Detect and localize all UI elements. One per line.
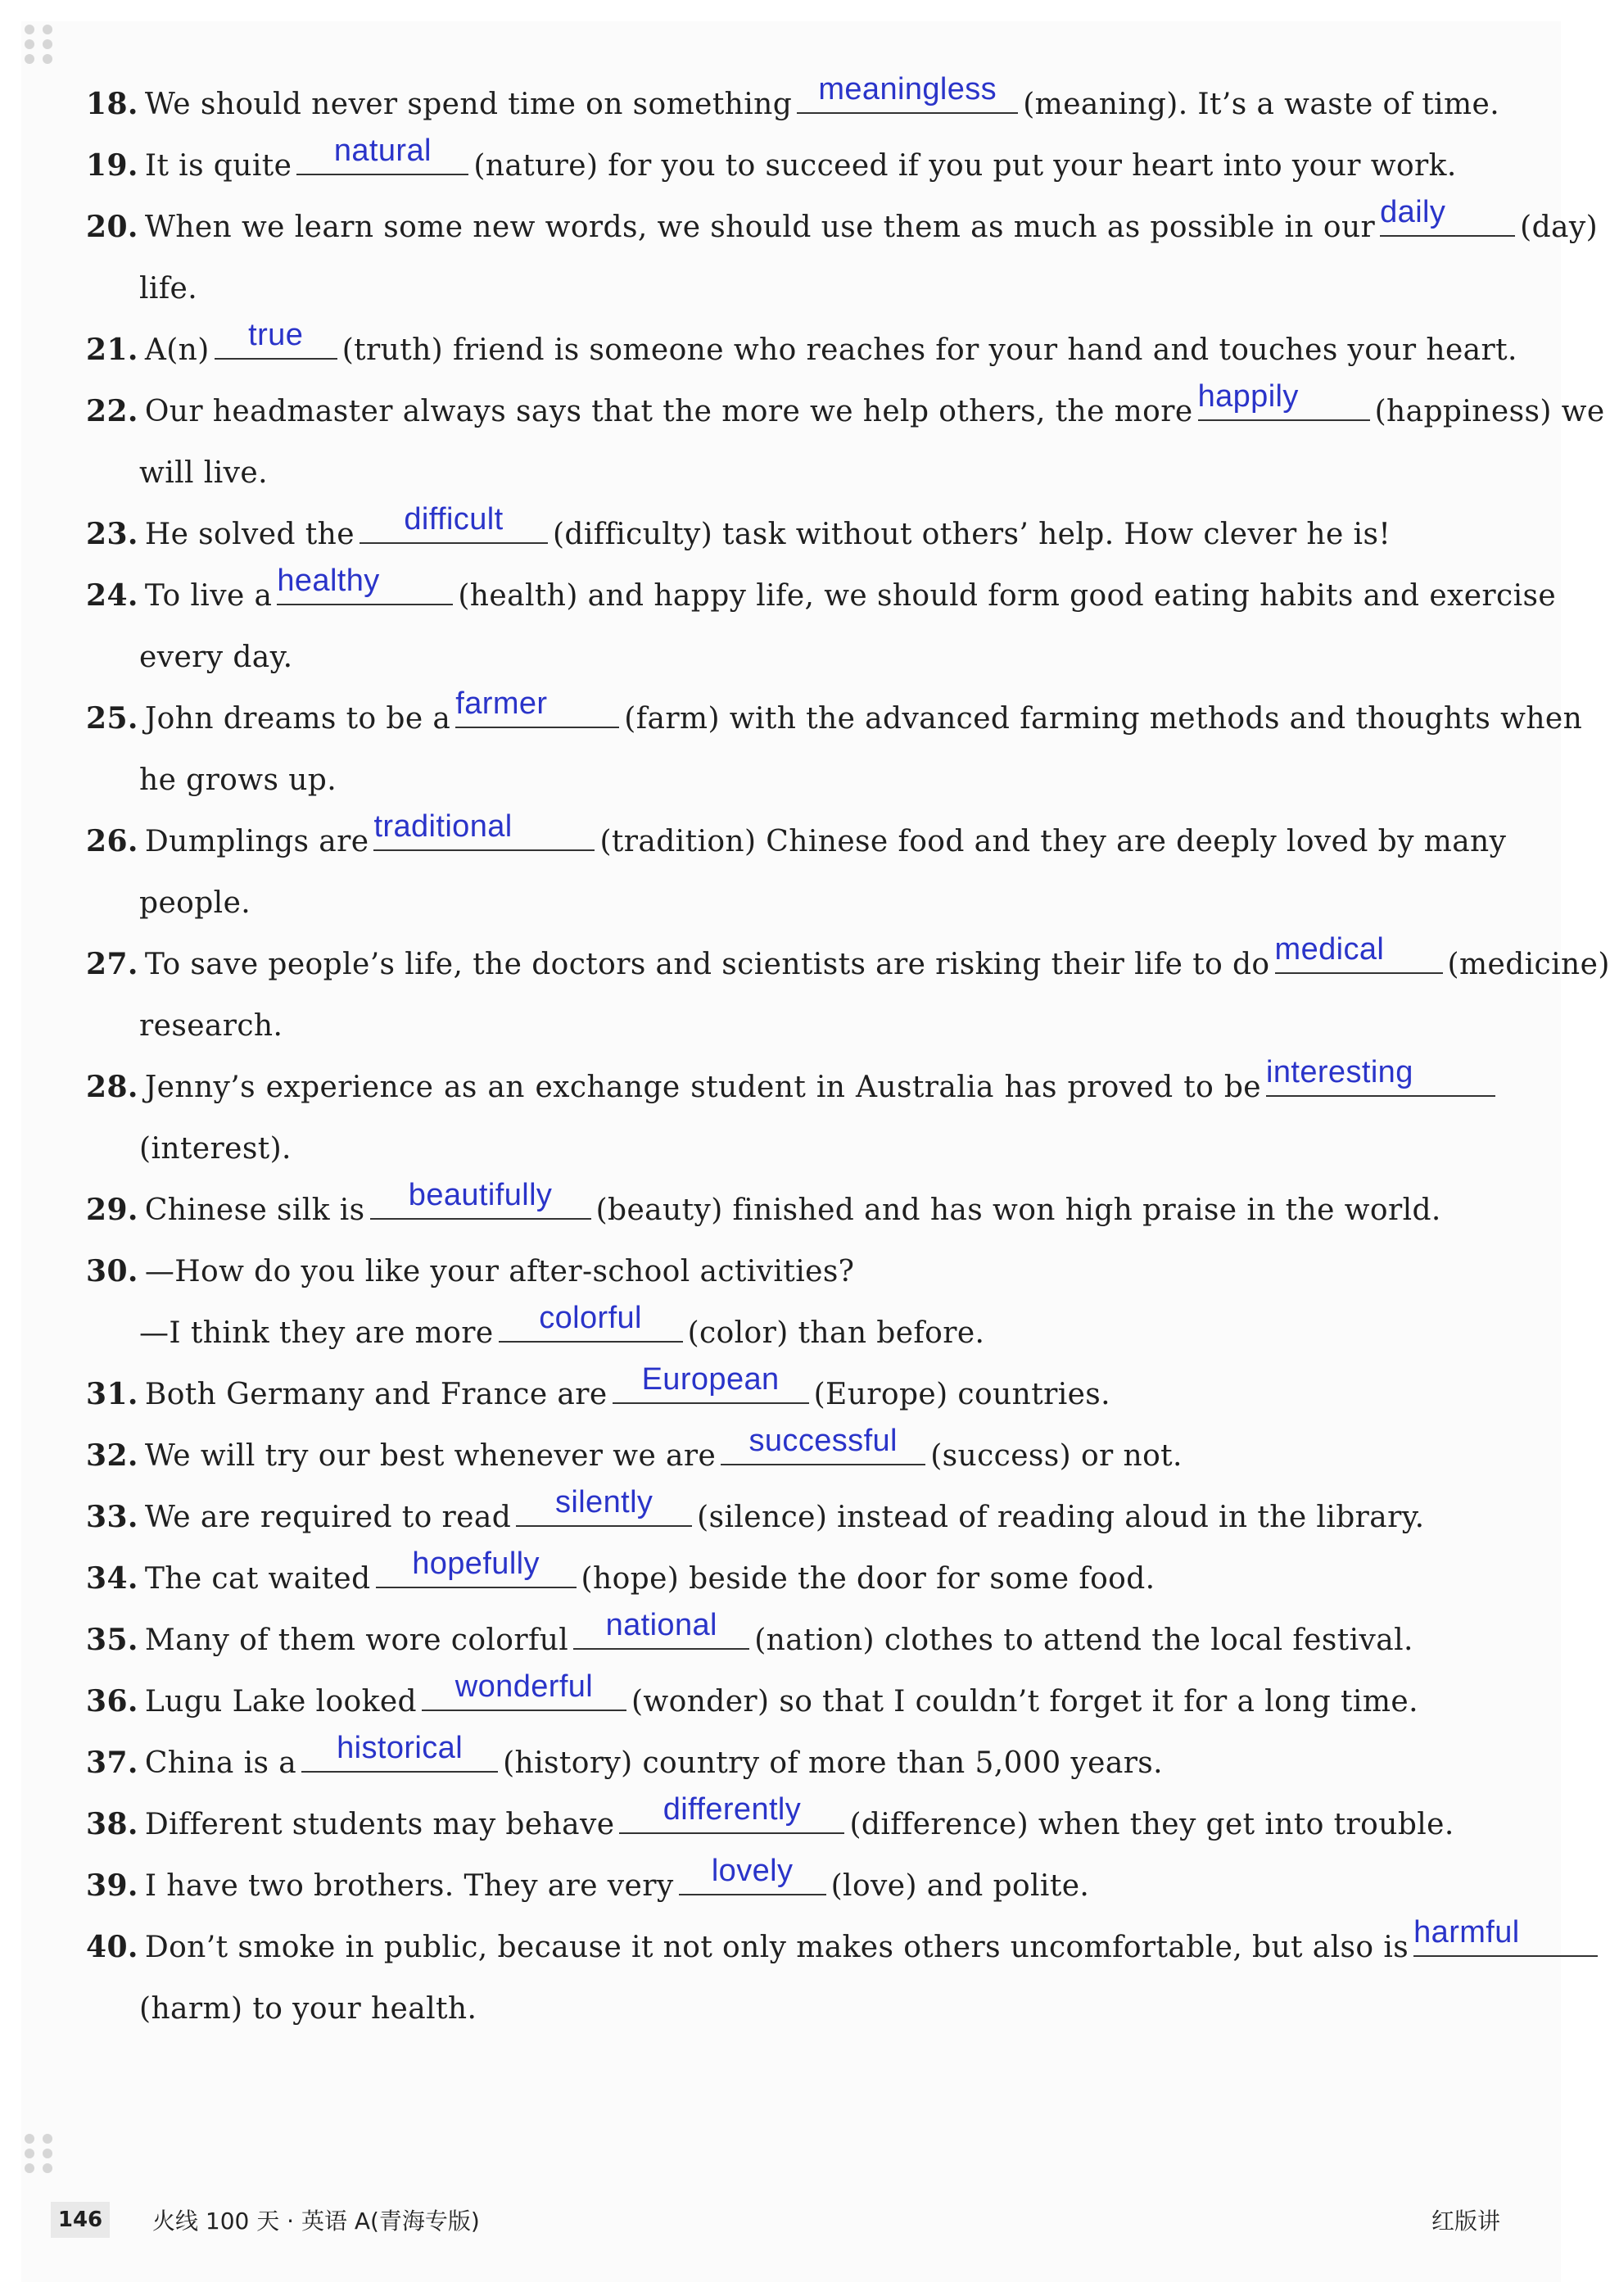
item-text-before: Different students may behave: [144, 1808, 615, 1841]
exercise-item: [86, 1794, 1500, 1855]
item-text-before: We should never spend time on something: [144, 88, 793, 121]
handwritten-answer: meaningless: [818, 72, 997, 106]
item-text-before: —How do you like your after-school activities?: [144, 1255, 855, 1288]
item-text-after: (meaning). It’s a waste of time.: [1023, 88, 1500, 121]
item-text-before: Both Germany and France are: [144, 1378, 608, 1411]
item-text-after: (color) than before.: [687, 1316, 985, 1350]
item-text-after: (difference) when they get into trouble.: [849, 1808, 1454, 1841]
item-number: 21.: [86, 333, 138, 367]
item-continuation: will live.: [139, 456, 268, 490]
answer-blank: [301, 1733, 498, 1773]
answer-blank: [360, 502, 548, 544]
item-text-after: (truth) friend is someone who reaches for your hand and touches your heart.: [341, 333, 1517, 367]
corner-dots-bottom: [25, 2134, 56, 2173]
item-number: 35.: [86, 1623, 138, 1657]
answer-blank: [277, 566, 453, 605]
exercise-item: [86, 809, 1507, 872]
item-continuation: (interest).: [139, 1132, 292, 1166]
item-text-before: A(n): [144, 333, 210, 367]
book-title: 火线 100 天 · 英语 A(青海专版): [152, 2208, 480, 2235]
answer-blank: [455, 686, 619, 728]
item-text-after: (success) or not.: [930, 1439, 1183, 1473]
handwritten-answer: traditional: [373, 809, 513, 844]
handwritten-answer: historical: [337, 1731, 464, 1765]
handwritten-answer: national: [605, 1608, 717, 1642]
item-text-after: (medicine): [1447, 948, 1610, 981]
handwritten-answer: harmful: [1413, 1915, 1520, 1950]
item-number: 37.: [86, 1746, 138, 1780]
answer-blank: [370, 1180, 591, 1220]
handwritten-answer: beautifully: [408, 1178, 553, 1212]
answer-blank: [613, 1362, 809, 1404]
item-continuation: people.: [139, 886, 251, 920]
page-number: 146: [51, 2202, 110, 2238]
answer-blank: [619, 1792, 844, 1834]
exercise-item: [86, 1671, 1500, 1732]
item-text-after: (wonder) so that I couldn’t forget it for a long time.: [631, 1685, 1418, 1719]
item-text-before: To live a: [144, 579, 273, 613]
exercise-item: [86, 686, 1583, 749]
answer-blank: [499, 1303, 683, 1343]
exercise-item: [86, 1364, 1500, 1425]
item-text-before: When we learn some new words, we should use them as much as possible in our: [144, 211, 1376, 244]
handwritten-answer: farmer: [455, 686, 548, 721]
item-continuation: he grows up.: [139, 763, 337, 797]
item-text-before: It is quite: [144, 149, 292, 183]
answer-blank: [679, 1856, 826, 1895]
item-text-before: To save people’s life, the doctors and scientists are risking their life to do: [144, 948, 1270, 981]
exercise-item: [86, 1057, 1500, 1118]
item-number: 22.: [86, 394, 138, 428]
exercise-item: [86, 1425, 1500, 1487]
handwritten-answer: happily: [1197, 379, 1299, 414]
item-number: 26.: [86, 824, 138, 858]
item-number: 34.: [86, 1561, 138, 1596]
item-number: 38.: [86, 1807, 138, 1841]
exercise-item: [86, 564, 1557, 627]
answer-blank: [1266, 1057, 1495, 1097]
item-text-after: (love) and polite.: [830, 1869, 1090, 1903]
handwritten-answer: colorful: [539, 1301, 642, 1335]
item-text-after: (silence) instead of reading aloud in the library.: [697, 1501, 1425, 1534]
answer-blank: [797, 72, 1018, 114]
item-text-before: Many of them wore colorful: [144, 1624, 569, 1657]
answer-blank: [422, 1669, 626, 1711]
item-number: 19.: [86, 148, 138, 183]
handwritten-answer: successful: [748, 1424, 898, 1458]
handwritten-answer: differently: [663, 1792, 802, 1827]
item-number: 20.: [86, 210, 138, 244]
exercise-item: [86, 504, 1500, 565]
exercise-item: [86, 1180, 1500, 1241]
item-number: 31.: [86, 1377, 138, 1411]
item-number: 25.: [86, 701, 138, 736]
answer-blank: [376, 1549, 577, 1588]
item-text-after: (farm) with the advanced farming methods and thoughts when: [624, 702, 1583, 736]
item-continuation: life.: [139, 272, 198, 306]
handwritten-answer: silently: [554, 1485, 653, 1519]
item-continuation: (harm) to your health.: [139, 1992, 477, 2026]
handwritten-answer: daily: [1380, 195, 1446, 229]
answer-blank: [1197, 379, 1370, 421]
handwritten-answer: natural: [333, 134, 432, 168]
exercise-item: [86, 135, 1500, 197]
handwritten-answer: healthy: [277, 564, 380, 598]
handwritten-answer: hopefully: [412, 1547, 540, 1581]
item-text-before: The cat waited: [144, 1562, 371, 1596]
answer-blank: [373, 809, 595, 851]
exercise-item: [86, 74, 1500, 135]
answer-blank: [215, 320, 337, 360]
item-number: 39.: [86, 1868, 138, 1903]
handwritten-answer: wonderful: [455, 1669, 594, 1704]
exercise-item: [86, 1548, 1500, 1610]
item-number: 30.: [86, 1254, 138, 1288]
item-text-before: He solved the: [144, 518, 355, 551]
handwritten-answer: difficult: [404, 502, 504, 537]
item-text-after: (nation) clothes to attend the local festival.: [754, 1624, 1413, 1657]
exercise-item: [86, 195, 1599, 258]
item-text-after: (tradition) Chinese food and they are deeply loved by many: [599, 825, 1507, 858]
item-text-before: Dumplings are: [144, 825, 369, 858]
item-text-before: Don’t smoke in public, because it not only makes others uncomfortable, but also is: [144, 1931, 1409, 1964]
item-number: 27.: [86, 947, 138, 981]
item-number: 18.: [86, 87, 138, 121]
handwritten-answer: medical: [1274, 932, 1385, 967]
answer-blank: [721, 1426, 925, 1465]
item-text-before: We are required to read: [144, 1501, 512, 1534]
exercise-item: [86, 379, 1605, 442]
item-text-after: (beauty) finished and has won high praise in the world.: [595, 1193, 1441, 1227]
corner-dots-top: [25, 25, 56, 64]
item-text-after: (difficulty) task without others’ help. How clever he is!: [552, 518, 1391, 551]
exercise-item: [139, 1302, 1500, 1364]
item-text-before: China is a: [144, 1746, 297, 1780]
exercise-item: [86, 1732, 1500, 1794]
item-number: 36.: [86, 1684, 138, 1719]
item-text-after: (day): [1520, 211, 1599, 244]
answer-blank: [1380, 197, 1515, 237]
item-continuation: research.: [139, 1009, 283, 1043]
item-text-after: (history) country of more than 5,000 years.: [503, 1746, 1164, 1780]
item-number: 33.: [86, 1500, 138, 1534]
item-text-after: (Europe) countries.: [813, 1378, 1111, 1411]
item-text-after: (hope) beside the door for some food.: [581, 1562, 1155, 1596]
exercise-item: [86, 318, 1517, 381]
item-number: 28.: [86, 1070, 138, 1104]
exercise-item: [86, 1915, 1520, 1978]
item-continuation: every day.: [139, 641, 293, 674]
item-text-after: (happiness) we: [1374, 395, 1605, 428]
item-text-before: Chinese silk is: [144, 1193, 365, 1227]
item-text-before: Lugu Lake looked: [144, 1685, 417, 1719]
exercise-item: [86, 932, 1610, 995]
exercise-item: [86, 1487, 1500, 1548]
exercise-item: [86, 1241, 1500, 1302]
item-text-before: Jenny’s experience as an exchange student in Australia has proved to be: [144, 1071, 1261, 1104]
item-number: 23.: [86, 517, 138, 551]
item-text-before: Our headmaster always says that the more we help others, the more: [144, 395, 1193, 428]
edition-label: 红版讲: [1431, 2208, 1501, 2235]
exercise-item: [86, 1855, 1500, 1917]
item-text-before: John dreams to be a: [144, 702, 451, 736]
answer-blank: [1413, 1915, 1598, 1957]
handwritten-answer: lovely: [711, 1854, 794, 1888]
exercise-item: [86, 1610, 1500, 1671]
item-text-after: (nature) for you to succeed if you put your heart into your work.: [473, 149, 1457, 183]
item-text-before: I have two brothers. They are very: [144, 1869, 674, 1903]
item-text-before: We will try our best whenever we are: [144, 1439, 717, 1473]
item-number: 24.: [86, 578, 138, 613]
answer-blank: [1274, 932, 1443, 974]
handwritten-answer: true: [248, 318, 304, 352]
answer-blank: [573, 1610, 749, 1650]
item-text-before: —I think they are more: [139, 1316, 494, 1350]
answer-blank: [296, 136, 468, 175]
handwritten-answer: European: [641, 1362, 780, 1397]
answer-blank: [516, 1485, 692, 1527]
item-number: 40.: [86, 1930, 138, 1964]
item-number: 29.: [86, 1193, 138, 1227]
handwritten-answer: interesting: [1266, 1055, 1413, 1089]
item-text-after: (health) and happy life, we should form good eating habits and exercise: [458, 579, 1557, 613]
item-number: 32.: [86, 1438, 138, 1473]
